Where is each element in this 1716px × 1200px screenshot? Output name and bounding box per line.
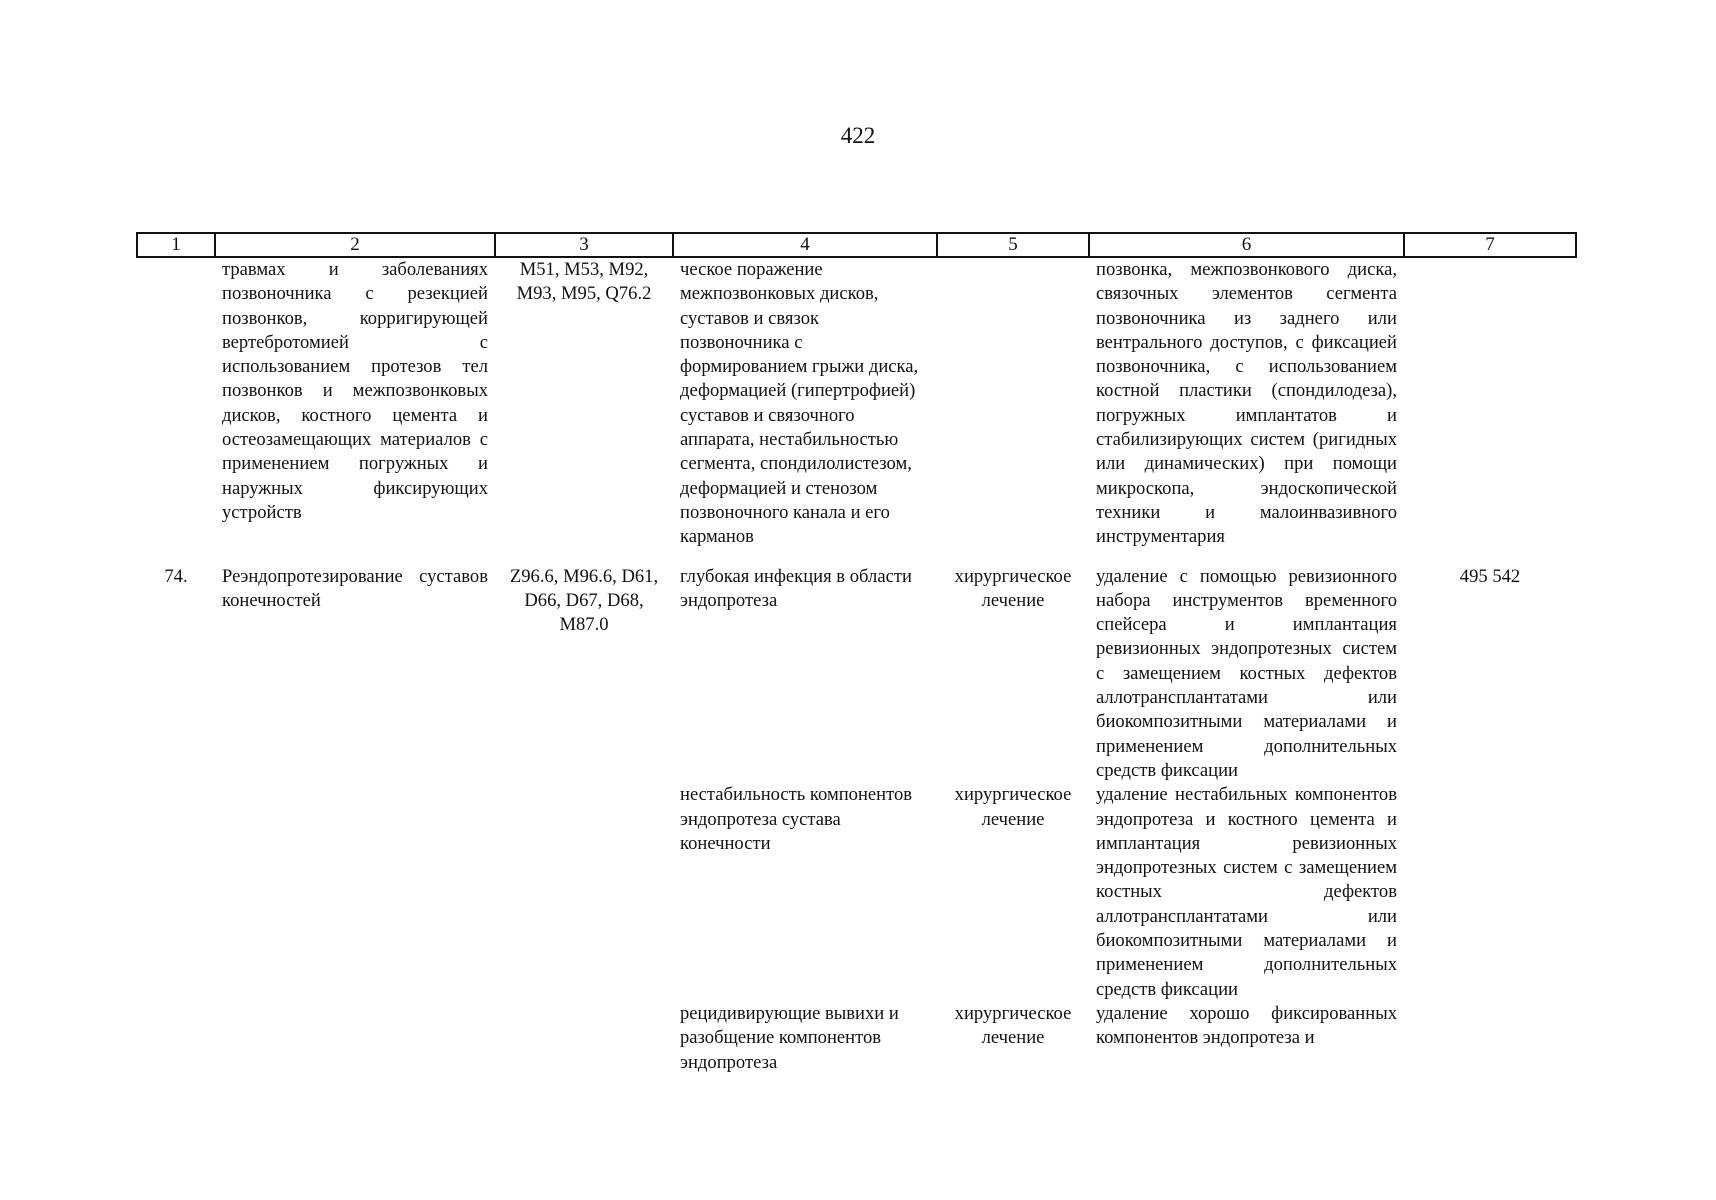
table-row [137, 550, 1576, 784]
row-number [137, 1002, 215, 1075]
service-name: травмах и заболеваниях позвоночника с резекцией позвонков, корригирующей вертебротомией с использованием протезов тел позвонков и межпозвонковых дисков, костного цемента и остеозамещающих материалов с применением погружных и наружных фиксирующих устройств [222, 259, 488, 523]
patient-model: ческое поражение межпозвонковых дисков, суставов и связок позвоночника с формированием грыжи диска, деформацией (гипертрофией) суставов и связочного аппарата, нестабильностью сегмента, спондилолистезом, деформацией и стенозом позвоночного канала и его карманов [680, 259, 919, 548]
cost [1404, 1002, 1576, 1075]
icd-codes: Z96.6, M96.6, D61, D66, D67, D68, M87.0 [509, 565, 659, 636]
header-col-4: 4 [673, 233, 937, 257]
treatment-method: удаление нестабильных компонентов эндопротеза и костного цемента и имплантация ревизионных эндопротезных систем с замещением костных дефектов аллотрансплантатами или биокомпозитными материалами и применением дополнительных средств фиксации [1096, 784, 1397, 1000]
row-number: 74. [164, 565, 188, 587]
row-number [137, 783, 215, 1002]
treatment-type [937, 257, 1089, 550]
cost [1404, 783, 1576, 1002]
icd-codes [495, 783, 673, 1002]
header-col-1: 1 [137, 233, 215, 257]
treatment-type: хирургическое лечение [954, 565, 1072, 611]
service-name [215, 783, 495, 1002]
cost: 495 542 [1459, 565, 1521, 587]
header-col-3: 3 [495, 233, 673, 257]
treatment-method: удаление с помощью ревизионного набора инструментов временного спейсера и имплантация ревизионных эндопротезных систем с замещением костных дефектов аллотрансплантатами или биокомпозитными материалами и применением дополнительных средств фиксации [1096, 565, 1397, 781]
treatment-type: хирургическое лечение [954, 1002, 1072, 1049]
header-col-7: 7 [1404, 233, 1576, 257]
icd-codes: M51, M53, M92, M93, M95, Q76.2 [516, 259, 652, 305]
table-row [137, 783, 1576, 1002]
header-col-6: 6 [1089, 233, 1404, 257]
treatment-method: позвонка, межпозвонкового диска, связочных элементов сегмента позвоночника из заднего или вентрального доступов, с фиксацией позвоночника, с использованием костной пластики (спондилодеза), погружных имплантатов и стабилизирующих систем (ригидных или динамических) при помощи микроскопа, эндоскопической техники и малоинвазивного инструментария [1096, 259, 1397, 548]
services-table [136, 232, 1577, 1075]
header-row [137, 233, 1576, 257]
patient-model: рецидивирующие вывихи и разобщение компонентов эндопротеза [680, 1002, 899, 1073]
service-name [215, 1002, 495, 1075]
patient-model: нестабильность компонентов эндопротеза сустава конечности [680, 784, 913, 854]
table-row [137, 1002, 1576, 1075]
service-name: Реэндопротезирование суставов конечностей [222, 565, 488, 611]
table-row [137, 257, 1576, 550]
patient-model: глубокая инфекция в области эндопротеза [680, 565, 912, 611]
header-col-2: 2 [215, 233, 495, 257]
header-col-5: 5 [937, 233, 1089, 257]
row-number [137, 257, 215, 550]
treatment-type: хирургическое лечение [954, 784, 1072, 830]
icd-codes [495, 1002, 673, 1075]
treatment-method: удаление хорошо фиксированных компонентов эндопротеза и [1096, 1002, 1397, 1049]
cost [1404, 257, 1576, 550]
page-number: 422 [840, 123, 876, 148]
